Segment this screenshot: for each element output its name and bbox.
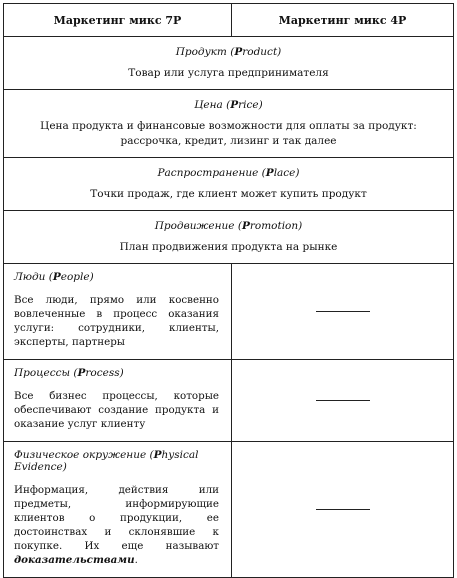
row-process — [4, 360, 454, 442]
header-7p: Маркетинг микс 7Р — [4, 4, 232, 37]
marketing-mix-table — [3, 3, 454, 578]
row-people — [4, 264, 454, 360]
row-title: Цена (Price) — [194, 99, 263, 111]
row-physical-evidence — [4, 442, 454, 578]
row-title: Распространение (Place) — [157, 167, 300, 179]
row-place — [4, 158, 454, 211]
dash-line — [316, 400, 370, 401]
empty-4p-cell — [232, 442, 454, 578]
row-title: Продвижение (Promotion) — [154, 220, 303, 232]
row-title: Физическое окружение (Physical Evidence) — [14, 449, 199, 473]
dash-line — [316, 311, 370, 312]
row-title: Продукт (Product) — [175, 46, 282, 58]
dash-line — [316, 509, 370, 510]
row-promotion — [4, 211, 454, 264]
header-4p: Маркетинг микс 4Р — [232, 4, 454, 37]
row-description: План продвижения продукта на рынке — [119, 241, 338, 253]
table-header-row — [4, 4, 454, 37]
row-product — [4, 37, 454, 90]
emphasis-term: доказательствами — [14, 554, 135, 566]
row-title: Процессы (Process) — [14, 367, 124, 379]
row-description: Все бизнес процессы, которые обеспечивают создание продукта и оказание услуг клиенту — [14, 390, 219, 430]
row-title: Люди (People) — [14, 271, 94, 283]
empty-4p-cell — [232, 264, 454, 360]
row-description: Цена продукта и финансовые возможности для оплаты за продукт: рассрочка, кредит, лизинг и так далее — [40, 120, 417, 147]
row-price — [4, 90, 454, 158]
row-description: Информация, действия или предметы, информирующие клиентов о продукции, ее достоинствах и склонявшие к покупке. Их еще называют доказательствами. — [14, 484, 219, 566]
row-description: Товар или услуга предпринимателя — [128, 67, 329, 79]
row-description: Точки продаж, где клиент может купить продукт — [90, 188, 367, 200]
empty-4p-cell — [232, 360, 454, 442]
row-description: Все люди, прямо или косвенно вовлеченные в процесс оказания услуги: сотрудники, клиенты, эксперты, партнеры — [14, 294, 219, 348]
